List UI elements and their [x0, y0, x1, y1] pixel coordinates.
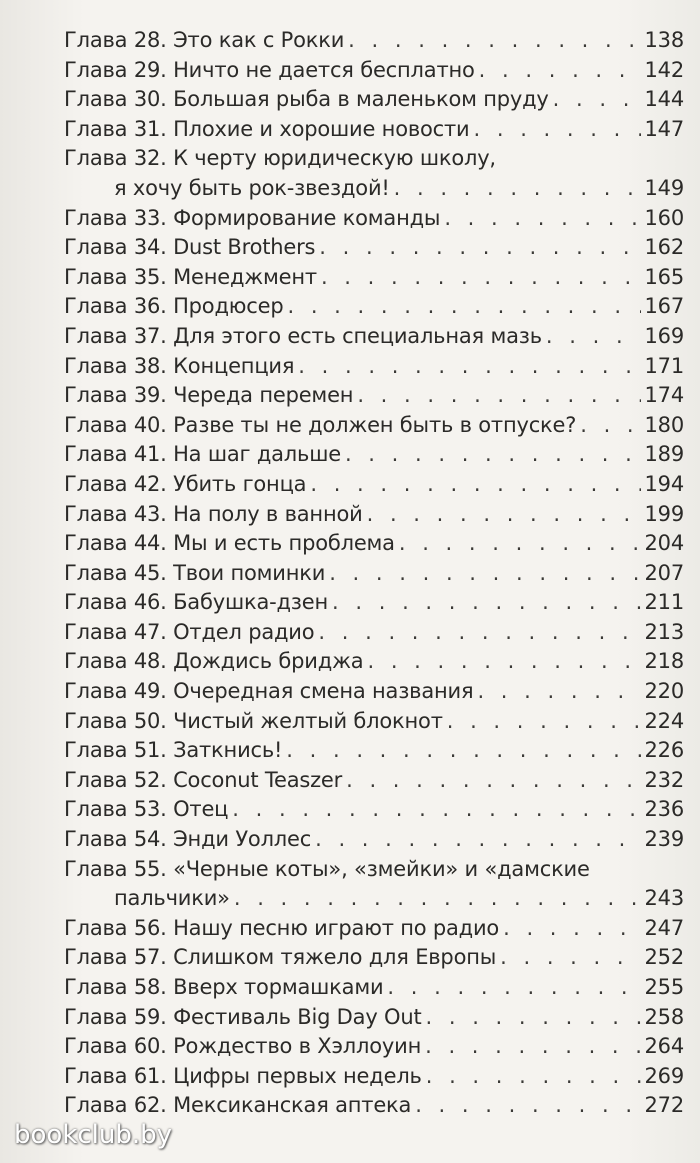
dot-leader	[546, 322, 641, 352]
toc-entry	[64, 1091, 684, 1121]
dot-leader	[348, 26, 640, 56]
dot-leader	[580, 411, 640, 441]
toc-entry-title: Глава 56. Нашу песню играют по радио	[64, 915, 500, 940]
dot-leader	[415, 1091, 640, 1121]
toc-entry-title: Глава 38. Концепция	[64, 353, 295, 378]
toc-entry	[64, 1062, 684, 1092]
toc-entry-page: 199	[644, 501, 684, 526]
toc-entry	[64, 381, 684, 411]
toc-entry-title: Глава 49. Очередная смена названия	[64, 679, 474, 704]
toc-entry-page: 236	[644, 797, 684, 822]
dot-leader	[367, 647, 640, 677]
dot-leader	[477, 677, 640, 707]
toc-entry-page: 171	[644, 353, 684, 378]
toc-entry-page: 162	[644, 235, 684, 260]
toc-entry-title: Глава 37. Для этого есть специальная мазь	[64, 323, 542, 348]
toc-entry	[64, 855, 684, 914]
toc-entry-page: 167	[644, 294, 684, 319]
toc-entry-title: Глава 41. На шаг дальше	[64, 442, 341, 467]
toc-entry-title: Глава 47. Отдел радио	[64, 619, 315, 644]
toc-entry-page: 213	[644, 619, 684, 644]
toc-entry-page: 147	[644, 116, 684, 141]
toc-entry	[64, 144, 684, 203]
toc-entry-page: 165	[644, 264, 684, 289]
toc-entry	[64, 677, 684, 707]
toc-entry-page: 239	[644, 827, 684, 852]
toc-entry	[64, 85, 684, 115]
toc-entry-page: 232	[644, 767, 684, 792]
dot-leader	[425, 1032, 640, 1062]
dot-leader	[318, 618, 640, 648]
toc-entry	[64, 943, 684, 973]
dot-leader	[287, 292, 640, 322]
dot-leader	[234, 884, 641, 914]
toc-entry-title: Глава 58. Вверх тормашками	[64, 975, 384, 999]
toc-entry-title: Глава 30. Большая рыба в маленьком пруду	[64, 87, 549, 112]
toc-entry	[64, 766, 684, 796]
toc-entry-page: 243	[644, 886, 684, 911]
toc-entry-page: 174	[644, 383, 684, 408]
dot-leader	[357, 381, 640, 411]
dot-leader	[319, 233, 640, 263]
toc-entry-page: 218	[644, 649, 684, 674]
toc-entry	[64, 292, 684, 322]
dot-leader	[394, 174, 641, 204]
toc-entry	[64, 529, 684, 559]
toc-entry-page: 138	[644, 28, 684, 52]
toc-entry	[64, 233, 684, 263]
dot-leader	[479, 56, 641, 86]
toc-entry-page: 252	[644, 945, 684, 970]
toc-entry	[64, 707, 684, 737]
toc-entry	[64, 204, 684, 234]
toc-entry-page: 149	[644, 175, 684, 200]
toc-entry-page: 194	[644, 471, 684, 496]
toc-entry	[64, 1032, 684, 1062]
toc-entry-page: 160	[644, 205, 684, 230]
toc-entry-title: Глава 36. Продюсер	[64, 294, 284, 319]
dot-leader	[310, 470, 640, 500]
toc-entry-title: Глава 29. Ничто не дается бесплатно	[64, 57, 475, 82]
table-of-contents	[64, 26, 684, 1121]
dot-leader	[367, 500, 641, 530]
dot-leader	[329, 559, 640, 589]
toc-entry-title: Глава 33. Формирование команды	[64, 205, 441, 230]
toc-entry-page: 144	[644, 87, 684, 112]
toc-entry	[64, 500, 684, 530]
toc-entry-page: 258	[644, 1004, 684, 1029]
toc-entry	[64, 559, 684, 589]
toc-entry-title: Глава 44. Мы и есть проблема	[64, 531, 395, 556]
toc-entry-title: Глава 61. Цифры первых недель	[64, 1063, 422, 1088]
toc-entry-page: 204	[644, 531, 684, 556]
toc-entry-title: Глава 60. Рождество в Хэллоуин	[64, 1034, 422, 1059]
dot-leader	[447, 707, 641, 737]
toc-entry-title: Глава 43. На полу в ванной	[64, 501, 363, 526]
toc-entry-title: Глава 62. Мексиканская аптека	[64, 1093, 412, 1118]
toc-entry-page: 180	[644, 412, 684, 437]
toc-entry-title: Глава 35. Менеджмент	[64, 264, 317, 289]
toc-entry-title: Глава 31. Плохие и хорошие новости	[64, 116, 470, 141]
dot-leader	[387, 973, 640, 1003]
toc-entry	[64, 263, 684, 293]
toc-entry-title: Глава 28. Это как с Рокки	[64, 28, 345, 52]
dot-leader	[553, 85, 641, 115]
toc-entry-page: 189	[644, 442, 684, 467]
dot-leader	[345, 440, 641, 470]
toc-entry	[64, 56, 684, 86]
dot-leader	[426, 1062, 641, 1092]
toc-entry-title: Глава 45. Твои поминки	[64, 560, 326, 585]
toc-entry-title: Глава 40. Разве ты не должен быть в отпуске?	[64, 412, 577, 437]
toc-entry-title: Глава 32. К черту юридическую школу,	[64, 146, 496, 171]
toc-entry	[64, 115, 684, 145]
toc-entry-page: 207	[644, 560, 684, 585]
dot-leader	[315, 825, 640, 855]
toc-entry	[64, 1003, 684, 1033]
dot-leader	[346, 766, 640, 796]
toc-entry-title: Глава 50. Чистый желтый блокнот	[64, 708, 443, 733]
watermark: bookclub.by	[14, 1120, 173, 1150]
toc-entry-page: 220	[644, 679, 684, 704]
toc-entry-title: Глава 59. Фестиваль Big Day Out	[64, 1004, 422, 1029]
toc-entry-title: Глава 51. Заткнись!	[64, 738, 283, 763]
toc-entry	[64, 647, 684, 677]
dot-leader	[399, 529, 641, 559]
dot-leader	[286, 736, 640, 766]
dot-leader	[321, 263, 641, 293]
toc-entry-title: Глава 53. Отец	[64, 797, 229, 822]
toc-entry-title: Глава 48. Дождись бриджа	[64, 649, 364, 674]
toc-entry-title: Глава 55. «Черные коты», «змейки» и «дамские	[64, 856, 590, 881]
toc-entry	[64, 322, 684, 352]
toc-entry	[64, 26, 684, 56]
dot-leader	[503, 914, 640, 944]
toc-entry-title: Глава 52. Coconut Teaszer	[64, 767, 343, 792]
dot-leader	[500, 943, 640, 973]
toc-entry-page: 211	[644, 590, 684, 615]
dot-leader	[474, 115, 641, 145]
toc-entry-title-continued: пальчики»	[114, 886, 230, 911]
toc-entry-title: Глава 57. Слишком тяжело для Европы	[64, 945, 497, 970]
toc-entry	[64, 440, 684, 470]
toc-entry-title-continued: я хочу быть рок-звездой!	[114, 175, 390, 200]
toc-entry-title: Глава 39. Череда перемен	[64, 383, 354, 408]
dot-leader	[426, 1003, 641, 1033]
toc-entry-page: 226	[644, 738, 684, 763]
toc-entry-title: Глава 46. Бабушка-дзен	[64, 590, 329, 615]
toc-entry-page: 224	[644, 708, 684, 733]
toc-entry	[64, 618, 684, 648]
toc-entry	[64, 588, 684, 618]
toc-entry-page: 255	[644, 975, 684, 999]
toc-entry-page: 272	[644, 1093, 684, 1118]
toc-entry	[64, 825, 684, 855]
dot-leader	[444, 204, 640, 234]
toc-entry	[64, 736, 684, 766]
toc-entry-title: Глава 42. Убить гонца	[64, 471, 307, 496]
toc-entry-page: 264	[644, 1034, 684, 1059]
toc-entry	[64, 470, 684, 500]
toc-entry-page: 142	[644, 57, 684, 82]
toc-entry-page: 247	[644, 915, 684, 940]
dot-leader	[298, 352, 640, 382]
toc-entry	[64, 914, 684, 944]
toc-entry	[64, 411, 684, 441]
toc-entry	[64, 973, 684, 1003]
toc-entry-title: Глава 34. Dust Brothers	[64, 235, 316, 260]
toc-entry	[64, 795, 684, 825]
toc-entry-page: 169	[644, 323, 684, 348]
dot-leader	[332, 588, 640, 618]
toc-entry-title: Глава 54. Энди Уоллес	[64, 827, 312, 852]
toc-entry-page: 269	[644, 1063, 684, 1088]
toc-entry	[64, 352, 684, 382]
dot-leader	[232, 795, 640, 825]
